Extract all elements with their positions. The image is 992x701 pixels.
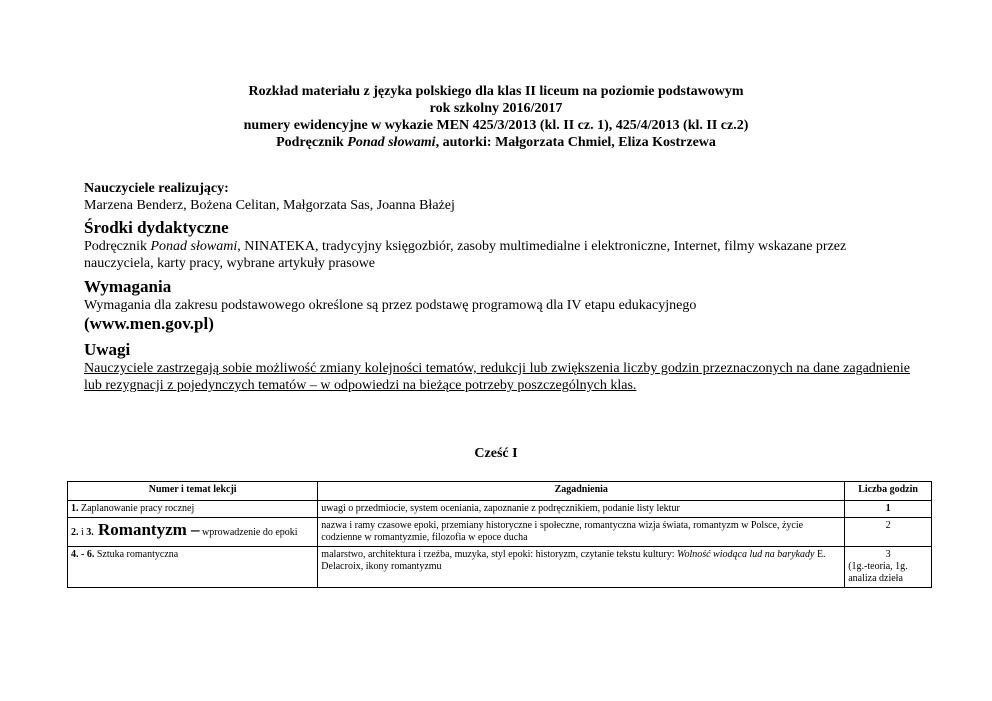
lesson-topic-main: Romantyzm – — [93, 520, 200, 539]
requirements-section — [84, 277, 910, 334]
issues-suffix: E. Delacroix, ikony romantyzmu — [321, 549, 826, 572]
lesson-cell — [68, 501, 318, 518]
materials-prefix: Podręcznik — [84, 239, 151, 254]
lesson-number-joiner: i — [78, 527, 87, 538]
table-row — [68, 518, 932, 547]
notes-text: Nauczyciele zastrzegają sobie możliwość zmiany kolejności tematów, redukcji lub zwiększenia liczby godzin przeznaczonych na dane zagadnienie lub rezygnacji z pojedynczych tematów – w odpowiedzi na bieżące potrzeby poszczególnych klas. — [84, 361, 910, 393]
requirements-url: (www.men.gov.pl) — [84, 314, 214, 333]
heading-line-4-prefix: Podręcznik — [276, 135, 348, 150]
materials-rest: , NINATEKA, tradycyjny księgozbiór, zasoby multimedialne i elektroniczne, Internet, filmy wskazane przez nauczyciela, karty pracy, wybrane artykuły prasowe — [84, 239, 847, 271]
header-issues: Zagadnienia — [318, 482, 845, 501]
heading-line-4 — [0, 134, 992, 151]
heading-line-2: rok szkolny 2016/2017 — [429, 101, 563, 116]
issues-cell: nazwa i ramy czasowe epoki, przemiany historyczne i społeczne, romantyczna wizja świata, romantyzm w Polsce, życie codzienne w romantyzmie, filozofia w epoce ducha — [318, 518, 845, 547]
teachers-section — [84, 180, 910, 214]
table-header-row — [68, 482, 932, 501]
part-title: Cześć I — [474, 446, 518, 461]
hours-cell — [845, 547, 932, 588]
lesson-topic-sub: wprowadzenie do epoki — [199, 527, 298, 538]
document-heading — [0, 83, 992, 151]
lesson-topic: Zaplanowanie pracy rocznej — [78, 503, 195, 514]
notes-section — [84, 340, 910, 394]
issues-prefix: malarstwo, architektura i rzeźba, muzyka, styl epoki: historyzm, czytanie tekstu kultury: — [321, 549, 678, 560]
materials-title: Ponad słowami — [150, 239, 238, 254]
textbook-title: Ponad słowami — [347, 135, 436, 150]
requirements-label: Wymagania — [84, 277, 172, 296]
hours-value: 3 — [885, 549, 891, 560]
heading-line-3: numery ewidencyjne w wykazie MEN 425/3/2013 (kl. II cz. 1), 425/4/2013 (kl. II cz.2) — [243, 118, 749, 133]
header-hours: Liczba godzin — [845, 482, 932, 501]
notes-label: Uwagi — [84, 340, 131, 359]
materials-section — [84, 218, 910, 272]
lesson-cell — [68, 547, 318, 588]
materials-text — [84, 238, 910, 272]
issues-cell: uwagi o przedmiocie, system oceniania, zapoznanie z podręcznikiem, podanie listy lektur — [318, 501, 845, 518]
hours-cell: 2 — [845, 518, 932, 547]
lessons-table — [67, 481, 932, 588]
hours-cell: 1 — [845, 501, 932, 518]
table-row — [68, 547, 932, 588]
lesson-number: 1. — [71, 503, 79, 514]
lesson-cell — [68, 518, 318, 547]
teachers-names: Marzena Benderz, Bożena Celitan, Małgorzata Sas, Joanna Błażej — [84, 198, 455, 213]
teachers-label: Nauczyciele realizujący: — [84, 181, 229, 196]
artwork-title: Wolność wiodąca lud na barykady — [677, 549, 815, 560]
lesson-number-2: 3. — [86, 527, 94, 538]
table-row — [68, 501, 932, 518]
issues-cell — [318, 547, 845, 588]
header-lesson: Numer i temat lekcji — [68, 482, 318, 501]
lesson-number: 4. - 6. — [71, 549, 95, 560]
heading-line-1: Rozkład materiału z języka polskiego dla klas II liceum na poziomie podstawowym — [248, 84, 744, 99]
lesson-topic: Sztuka romantyczna — [94, 549, 179, 560]
requirements-text: Wymagania dla zakresu podstawowego określone są przez podstawę programową dla IV etapu edukacyjnego — [84, 298, 697, 313]
lesson-number: 2. — [71, 527, 79, 538]
materials-label: Środki dydaktyczne — [84, 218, 229, 237]
heading-line-4-suffix: , autorki: Małgorzata Chmiel, Eliza Kostrzewa — [435, 135, 716, 150]
hours-note: (1g.-teoria, 1g. analiza dzieła — [848, 561, 908, 584]
